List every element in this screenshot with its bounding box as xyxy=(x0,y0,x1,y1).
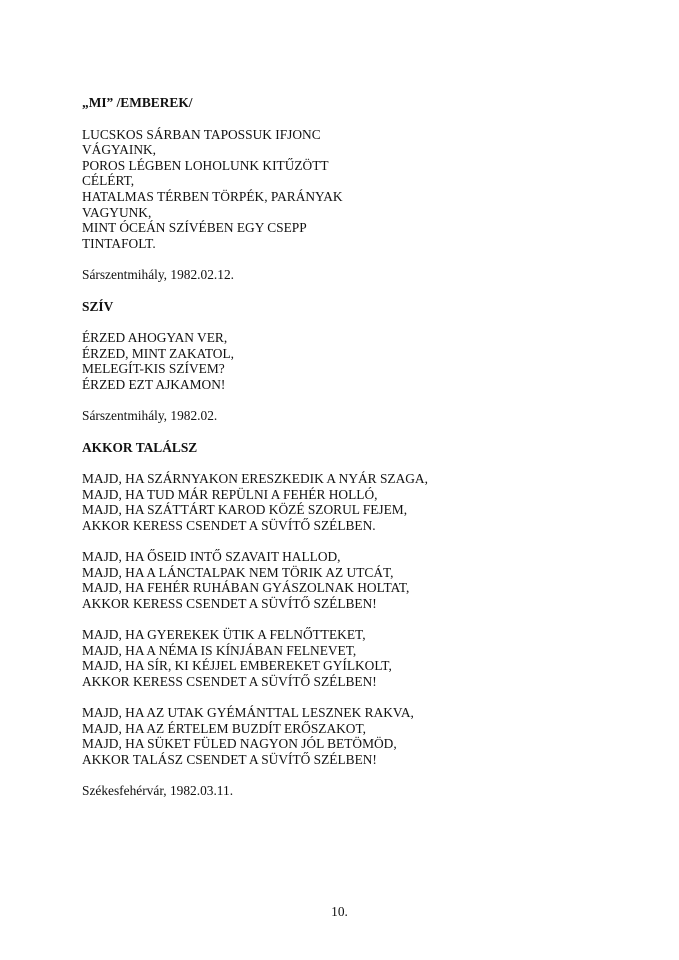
poem-line: MAJD, HA TUD MÁR REPÜLNI A FEHÉR HOLLÓ, xyxy=(82,486,378,502)
poem-stanza xyxy=(82,549,642,611)
poem-line: ÉRZED AHOGYAN VER, xyxy=(82,330,228,346)
place-date: Székesfehérvár, 1982.03.11. xyxy=(82,783,234,799)
poem-line: TINTAFOLT. xyxy=(82,235,156,251)
poem-stanza xyxy=(82,627,642,689)
poem-line: MAJD, HA SÜKET FÜLED NAGYON JÓL BETÖMÖD, xyxy=(82,736,397,752)
poem-line: MAJD, HA SÍR, KI KÉJJEL EMBEREKET GYÍLKOLT, xyxy=(82,658,392,674)
place-date: Sárszentmihály, 1982.02.12. xyxy=(82,266,234,282)
poem-line: AKKOR TALÁSZ CSENDET A SÜVÍTŐ SZÉLBEN! xyxy=(82,751,377,767)
poem-akkor-talalsz xyxy=(82,440,642,799)
poem-line: MAJD, HA A NÉMA IS KÍNJÁBAN FELNEVET, xyxy=(82,642,357,658)
poem-stanza xyxy=(82,705,642,767)
poem-title: „MI” /EMBEREK/ xyxy=(82,95,193,110)
poem-line: AKKOR KERESS CSENDET A SÜVÍTŐ SZÉLBEN! xyxy=(82,596,377,612)
poem-page xyxy=(82,95,642,799)
poem-line: MAJD, HA GYEREKEK ÜTIK A FELNŐTTEKET, xyxy=(82,627,366,643)
poem-stanza xyxy=(82,330,642,392)
page-number: 10. xyxy=(331,904,348,919)
poem-stanza xyxy=(82,471,642,533)
poem-line: MAJD, HA A LÁNCTALPAK NEM TÖRIK AZ UTCÁT, xyxy=(82,564,394,580)
poem-line: ÉRZED, MINT ZAKATOL, xyxy=(82,345,234,361)
place-date: Sárszentmihály, 1982.02. xyxy=(82,408,218,424)
poem-line: ÉRZED EZT AJKAMON! xyxy=(82,376,226,392)
poem-emberek xyxy=(82,95,642,283)
poem-stanza xyxy=(82,127,642,252)
poem-line: MAJD, HA ŐSEID INTŐ SZAVAIT HALLOD, xyxy=(82,549,341,565)
poem-title: AKKOR TALÁLSZ xyxy=(82,439,198,455)
poem-line: POROS LÉGBEN LOHOLUNK KITŰZÖTT xyxy=(82,157,329,173)
poem-title: SZÍV xyxy=(82,298,114,314)
poem-line: CÉLÉRT, xyxy=(82,173,135,189)
poem-line: AKKOR KERESS CSENDET A SÜVÍTŐ SZÉLBEN. xyxy=(82,518,376,534)
poem-line: AKKOR KERESS CSENDET A SÜVÍTŐ SZÉLBEN! xyxy=(82,674,377,689)
poem-line: MINT ÓCEÁN SZÍVÉBEN EGY CSEPP xyxy=(82,220,307,236)
poem-line: MAJD, HA SZÁRNYAKON ERESZKEDIK A NYÁR SZAGA, xyxy=(82,471,428,487)
poem-line: VAGYUNK, xyxy=(82,204,152,220)
poem-line: MAJD, HA AZ ÉRTELEM BUZDÍT ERŐSZAKOT, xyxy=(82,720,366,736)
poem-line: MAJD, HA AZ UTAK GYÉMÁNTTAL LESZNEK RAKVA, xyxy=(82,705,414,721)
poem-line: MAJD, HA SZÁTTÁRT KAROD KÖZÉ SZORUL FEJEM, xyxy=(82,502,408,518)
poem-line: MAJD, HA FEHÉR RUHÁBAN GYÁSZOLNAK HOLTAT, xyxy=(82,580,410,596)
poem-sziv xyxy=(82,299,642,424)
poem-line: LUCSKOS SÁRBAN TAPOSSUK IFJONC xyxy=(82,126,321,142)
poem-line: MELEGÍT-KIS SZÍVEM? xyxy=(82,361,225,377)
poem-line: HATALMAS TÉRBEN TÖRPÉK, PARÁNYAK xyxy=(82,188,343,204)
poem-line: VÁGYAINK, xyxy=(82,142,157,158)
